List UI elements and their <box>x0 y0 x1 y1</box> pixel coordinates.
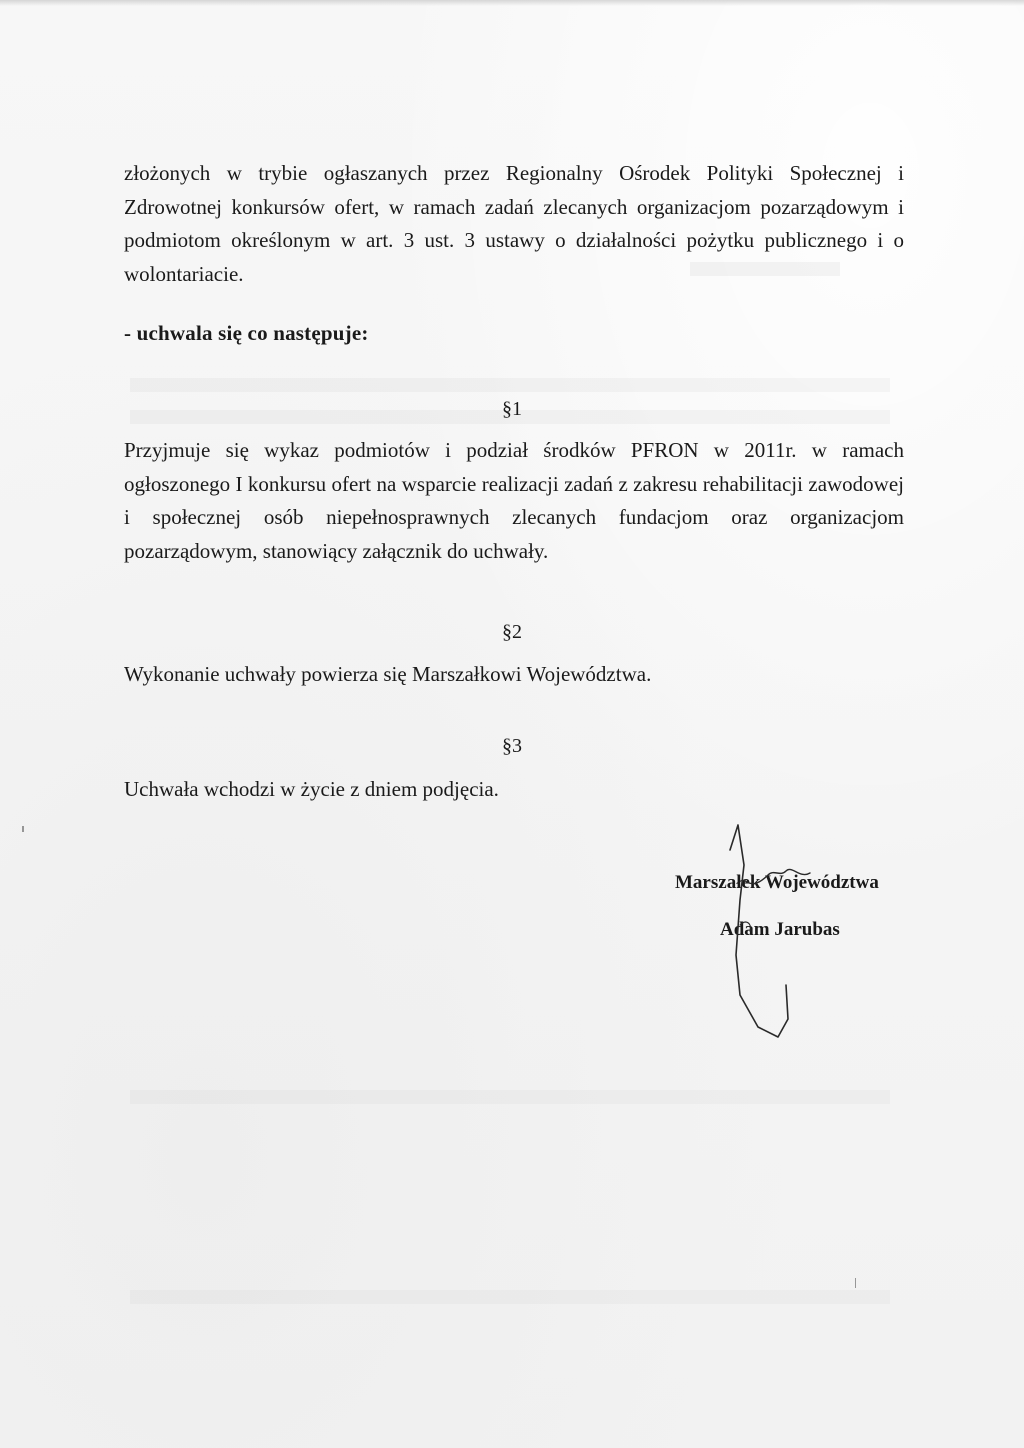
section-3-text: Uchwała wchodzi w życie z dniem podjęcia. <box>124 777 499 801</box>
section-2-mark: §2 <box>502 621 522 643</box>
scan-speck <box>855 1278 856 1288</box>
section-1-mark: §1 <box>502 398 522 420</box>
section-2-text: Wykonanie uchwały powierza się Marszałkowi Województwa. <box>124 662 652 686</box>
bleed-through-mark <box>130 1090 890 1104</box>
bleed-through-mark <box>130 1290 890 1304</box>
section-1-text: Przyjmuje się wykaz podmiotów i podział środków PFRON w 2011r. w ramach ogłoszonego I konkursu ofert na wsparcie realizacji zadań z zakresu rehabilitacji zawodowej i społecznej osób niepełnosprawnych zlecanych fundacjom oraz organizacjom pozarządowym, stanowiący załącznik do uchwały. <box>124 438 904 563</box>
scan-edge-shadow <box>0 0 1024 6</box>
intro-paragraph: złożonych w trybie ogłaszanych przez Regionalny Ośrodek Polityki Społecznej i Zdrowotnej konkursów ofert, w ramach zadań zlecanych organizacjom pozarządowym i podmiotom określonym w art. 3 ust. 3 ustawy o działalności pożytku publicznego i o wolontariacie. <box>124 161 904 286</box>
section-3-mark: §3 <box>502 735 522 757</box>
signatory-name: Adam Jarubas <box>720 919 840 940</box>
decision-line: - uchwala się co następuje: <box>124 321 369 345</box>
bleed-through-mark <box>130 378 890 392</box>
handwritten-signature <box>700 805 820 1045</box>
signatory-title: Marszałek Województwa <box>675 872 879 893</box>
scan-speck <box>22 826 24 832</box>
